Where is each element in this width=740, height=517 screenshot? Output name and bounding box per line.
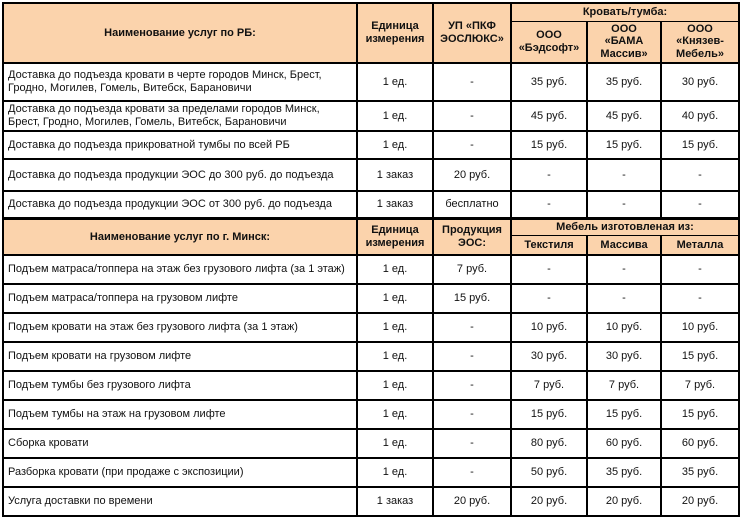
table-row bbox=[3, 191, 739, 218]
price-cell: - bbox=[433, 429, 511, 458]
service-name-cell: Доставка до подъезда продукции ЭОС до 300 руб. до подъезда bbox=[3, 159, 357, 191]
unit-cell: 1 ед. bbox=[357, 255, 433, 284]
column-header-textile: Текстиля bbox=[511, 235, 587, 255]
unit-cell: 1 заказ bbox=[357, 487, 433, 516]
column-header-services-minsk: Наименование услуг по г. Минск: bbox=[3, 218, 357, 255]
table-row bbox=[3, 63, 739, 101]
price-cell: 7 руб. bbox=[587, 371, 661, 400]
column-header-solid-wood: Массива bbox=[587, 235, 661, 255]
table-row bbox=[3, 487, 739, 516]
service-name-cell: Услуга доставки по времени bbox=[3, 487, 357, 516]
service-name-cell: Подъем матраса/топпера на грузовом лифте bbox=[3, 284, 357, 313]
column-header-eos-products: Продукция ЭОС: bbox=[433, 218, 511, 255]
service-name-cell: Разборка кровати (при продаже с экспозиции) bbox=[3, 458, 357, 487]
unit-cell: 1 ед. bbox=[357, 101, 433, 131]
price-cell: - bbox=[433, 458, 511, 487]
table-row bbox=[3, 255, 739, 284]
service-name-cell: Доставка до подъезда продукции ЭОС от 300 руб. до подъезда bbox=[3, 191, 357, 218]
table-row bbox=[3, 131, 739, 159]
column-header-eosluxe: УП «ПКФ ЭОСЛЮКС» bbox=[433, 3, 511, 63]
price-cell: 35 руб. bbox=[511, 63, 587, 101]
price-cell: 60 руб. bbox=[661, 429, 739, 458]
price-cell: 45 руб. bbox=[511, 101, 587, 131]
column-header-bedsoft: ООО «Бэдсофт» bbox=[511, 21, 587, 63]
price-cell: - bbox=[587, 191, 661, 218]
price-cell: - bbox=[511, 159, 587, 191]
price-cell: - bbox=[511, 255, 587, 284]
column-group-bed-nightstand: Кровать/тумба: bbox=[511, 3, 739, 21]
price-cell: 10 руб. bbox=[511, 313, 587, 342]
price-cell: - bbox=[433, 131, 511, 159]
unit-cell: 1 заказ bbox=[357, 191, 433, 218]
price-cell: - bbox=[511, 191, 587, 218]
price-cell: - bbox=[587, 284, 661, 313]
price-cell: 35 руб. bbox=[587, 63, 661, 101]
table-row bbox=[3, 429, 739, 458]
service-name-cell: Доставка до подъезда прикроватной тумбы по всей РБ bbox=[3, 131, 357, 159]
table-row bbox=[3, 342, 739, 371]
column-header-services-rb: Наименование услуг по РБ: bbox=[3, 3, 357, 63]
price-cell: - bbox=[433, 101, 511, 131]
price-cell: 35 руб. bbox=[587, 458, 661, 487]
unit-cell: 1 ед. bbox=[357, 284, 433, 313]
price-cell: - bbox=[661, 284, 739, 313]
price-cell: - bbox=[433, 63, 511, 101]
price-cell: 30 руб. bbox=[511, 342, 587, 371]
price-cell: 7 руб. bbox=[661, 371, 739, 400]
price-cell: - bbox=[661, 191, 739, 218]
price-cell: 30 руб. bbox=[587, 342, 661, 371]
unit-cell: 1 ед. bbox=[357, 131, 433, 159]
price-table bbox=[2, 2, 740, 517]
column-header-unit-1: Единица измерения bbox=[357, 3, 433, 63]
table-row bbox=[3, 313, 739, 342]
price-cell: - bbox=[433, 313, 511, 342]
price-cell: 45 руб. bbox=[587, 101, 661, 131]
price-cell: 15 руб. bbox=[661, 400, 739, 429]
price-cell: 20 руб. bbox=[433, 159, 511, 191]
section2-header-row-1 bbox=[3, 218, 739, 235]
service-name-cell: Подъем кровати на этаж без грузового лифта (за 1 этаж) bbox=[3, 313, 357, 342]
column-header-knyazev-mebel: ООО «Князев-Мебель» bbox=[661, 21, 739, 63]
service-name-cell: Подъем тумбы без грузового лифта bbox=[3, 371, 357, 400]
price-cell: 15 руб. bbox=[511, 400, 587, 429]
table-row bbox=[3, 284, 739, 313]
price-cell: 15 руб. bbox=[587, 400, 661, 429]
service-name-cell: Подъем кровати на грузовом лифте bbox=[3, 342, 357, 371]
service-name-cell: Доставка до подъезда кровати за пределами городов Минск, Брест, Гродно, Могилев, Гомель, Витебск, Барановичи bbox=[3, 101, 357, 131]
price-cell: 15 руб. bbox=[661, 131, 739, 159]
price-cell: 60 руб. bbox=[587, 429, 661, 458]
table-row bbox=[3, 400, 739, 429]
price-cell: 10 руб. bbox=[661, 313, 739, 342]
price-cell: 40 руб. bbox=[661, 101, 739, 131]
column-header-bama-massiv: ООО «БАМА Массив» bbox=[587, 21, 661, 63]
price-cell: - bbox=[661, 255, 739, 284]
price-cell: 20 руб. bbox=[433, 487, 511, 516]
price-cell: 15 руб. bbox=[511, 131, 587, 159]
column-header-metal: Металла bbox=[661, 235, 739, 255]
price-cell: 10 руб. bbox=[587, 313, 661, 342]
unit-cell: 1 ед. bbox=[357, 313, 433, 342]
unit-cell: 1 ед. bbox=[357, 371, 433, 400]
price-cell: 20 руб. bbox=[661, 487, 739, 516]
unit-cell: 1 ед. bbox=[357, 429, 433, 458]
price-cell: - bbox=[511, 284, 587, 313]
price-cell: 20 руб. bbox=[511, 487, 587, 516]
unit-cell: 1 ед. bbox=[357, 63, 433, 101]
price-cell: 80 руб. bbox=[511, 429, 587, 458]
price-cell: 7 руб. bbox=[433, 255, 511, 284]
table-row bbox=[3, 101, 739, 131]
price-cell: - bbox=[661, 159, 739, 191]
price-cell: 50 руб. bbox=[511, 458, 587, 487]
price-cell: 20 руб. bbox=[587, 487, 661, 516]
price-cell: - bbox=[587, 159, 661, 191]
price-cell: - bbox=[433, 400, 511, 429]
section1-header-row-1 bbox=[3, 3, 739, 21]
price-cell: 15 руб. bbox=[661, 342, 739, 371]
price-cell: 7 руб. bbox=[511, 371, 587, 400]
service-name-cell: Доставка до подъезда кровати в черте городов Минск, Брест, Гродно, Могилев, Гомель, Витебск, Барановичи bbox=[3, 63, 357, 101]
unit-cell: 1 ед. bbox=[357, 458, 433, 487]
unit-cell: 1 заказ bbox=[357, 159, 433, 191]
unit-cell: 1 ед. bbox=[357, 400, 433, 429]
column-group-furniture-material: Мебель изготовленая из: bbox=[511, 218, 739, 235]
price-cell: бесплатно bbox=[433, 191, 511, 218]
price-cell: 35 руб. bbox=[661, 458, 739, 487]
service-name-cell: Подъем тумбы на этаж на грузовом лифте bbox=[3, 400, 357, 429]
price-cell: - bbox=[587, 255, 661, 284]
table-row bbox=[3, 458, 739, 487]
unit-cell: 1 ед. bbox=[357, 342, 433, 371]
table-row bbox=[3, 159, 739, 191]
service-name-cell: Сборка кровати bbox=[3, 429, 357, 458]
price-cell: - bbox=[433, 371, 511, 400]
price-cell: - bbox=[433, 342, 511, 371]
price-cell: 30 руб. bbox=[661, 63, 739, 101]
column-header-unit-2: Единица измерения bbox=[357, 218, 433, 255]
price-cell: 15 руб. bbox=[433, 284, 511, 313]
price-cell: 15 руб. bbox=[587, 131, 661, 159]
service-name-cell: Подъем матраса/топпера на этаж без грузового лифта (за 1 этаж) bbox=[3, 255, 357, 284]
table-row bbox=[3, 371, 739, 400]
